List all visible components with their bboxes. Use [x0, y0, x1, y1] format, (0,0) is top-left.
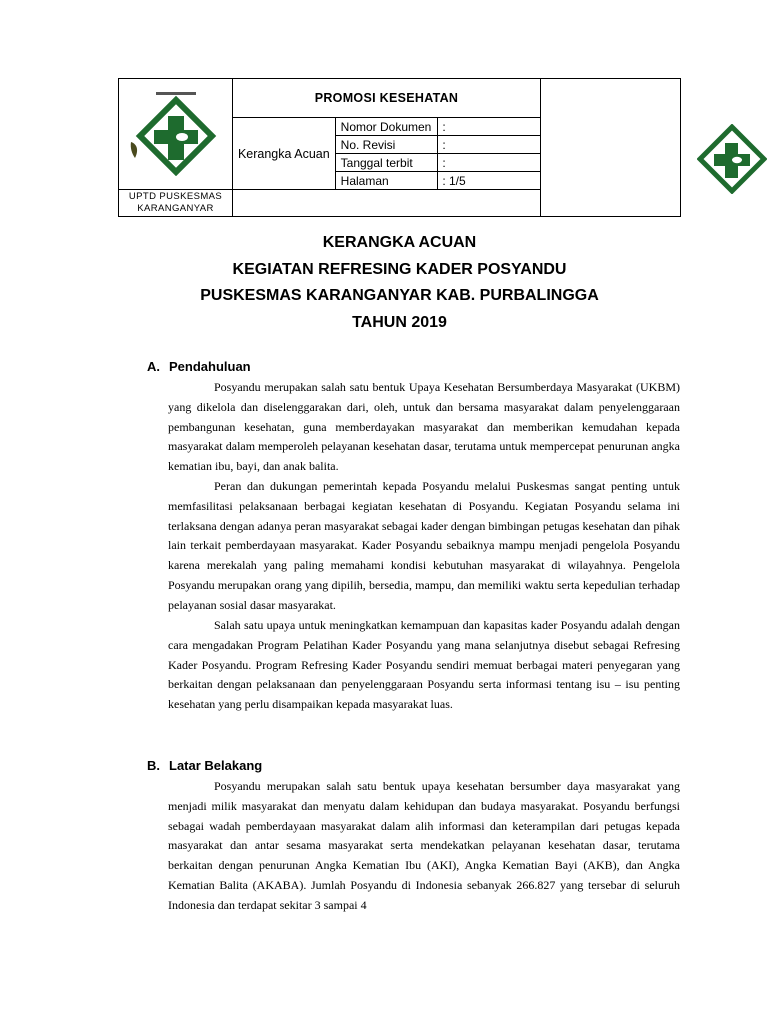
- field-label-tanggal-terbit: Tanggal terbit: [335, 154, 438, 172]
- header-empty-right: [541, 79, 681, 217]
- health-ministry-logo-icon: [134, 92, 218, 176]
- field-label-halaman: Halaman: [335, 172, 438, 190]
- paragraph: Salah satu upaya untuk meningkatkan kemampuan dan kapasitas kader Posyandu adalah dengan cara mengadakan Program Pelatihan Kader Posyandu yang mana selanjutnya disebut sebagai Refresing Kader Posyandu. Program Refresing Kader Posyandu sendiri memuat berbagai materi penyegaran yang berkaitan dengan pelaksanaan dan penyelenggaraan Posyandu serta informasi tentang isu – isu penting kesehatan yang perlu disampaikan kepada masyarakat luas.: [168, 618, 680, 712]
- section-a-heading: [147, 359, 251, 374]
- section-number: A.: [147, 359, 160, 374]
- header-empty-bottom: [233, 190, 541, 217]
- section-title: Latar Belakang: [169, 758, 263, 773]
- paragraph: Posyandu merupakan salah satu bentuk Upaya Kesehatan Bersumberdaya Masyarakat (UKBM) yang dikelola dan diselenggarakan dari, oleh, untuk dan bersama masyarakat dalam penyelenggaraan pembangunan kesehatan, guna memberdayakan masyarakat dan memberikan kemudahan kepada masyarakat dalam memperoleh pelayanan kesehatan dasar, terutama untuk mempercepat penurunan angka kematian ibu, bayi, dan anak balita.: [168, 380, 680, 474]
- document-titles: [118, 230, 681, 336]
- field-value-no-revisi: :: [438, 136, 541, 154]
- title-line-3: PUSKESMAS KARANGANYAR KAB. PURBALINGGA: [200, 287, 599, 304]
- paragraph: Peran dan dukungan pemerintah kepada Posyandu melalui Puskesmas sangat penting untuk memfasilitasi pelaksanaan berbagai kegiatan kesehatan di Posyandu. Kegiatan Posyandu selama ini terlaksana dengan adanya peran masyarakat sebagai kader dengan bimbingan petugas kesehatan dan pihak lain terkait pemberdayaan masyarakat. Kader Posyandu sebaiknya mampu menjadi pengelola Posyandu karena merekalah yang paling memahami kondisi kebutuhan masyarakat di wilayahnya. Pengelola Posyandu merupakan orang yang dipilih, bersedia, mampu, dan memiliki waktu serta kepedulian terhadap pelayanan sosial dasar masyarakat.: [168, 479, 680, 612]
- section-b-heading: [147, 758, 262, 773]
- organization-name: UPTD PUSKESMAS KARANGANYAR: [119, 190, 233, 217]
- title-line-4: TAHUN 2019: [352, 313, 447, 331]
- header-title: PROMOSI KESEHATAN: [233, 79, 541, 118]
- paragraph: Posyandu merupakan salah satu bentuk upaya kesehatan bersumber daya masyarakat yang menjadi milik masyarakat dan menyatu dalam kehidupan dan budaya masyarakat. Posyandu berfungsi sebagai wadah pemberdayaan masyarakat dalam alih informasi dan keterampilan dari petugas kepada masyarakat dan antar sesama masyarakat serta mendekatkan pelayanan kesehatan dasar, terutama berkaitan dengan penurunan Angka Kematian Ibu (AKI), Angka Kematian Bayi (AKB), dan Angka Kematian Balita (AKABA). Jumlah Posyandu di Indonesia sebanyak 266.827 yang tersebar di seluruh Indonesia dan terdapat sekitar 3 sampai 4: [168, 779, 680, 912]
- field-value-halaman: : 1/5: [438, 172, 541, 190]
- field-label-nomor-dokumen: Nomor Dokumen: [335, 118, 438, 136]
- leaf-icon: [129, 140, 141, 160]
- document-type: Kerangka Acuan: [233, 118, 336, 190]
- logo-cell: [119, 79, 233, 190]
- title-line-1: KERANGKA ACUAN: [322, 234, 477, 251]
- field-value-nomor-dokumen: :: [438, 118, 541, 136]
- section-number: B.: [147, 758, 160, 773]
- side-health-logo-icon: [697, 124, 767, 194]
- document-header-table: [118, 78, 681, 217]
- field-value-tanggal-terbit: :: [438, 154, 541, 172]
- title-line-2: KEGIATAN REFRESING KADER POSYANDU: [232, 260, 567, 278]
- field-label-no-revisi: No. Revisi: [335, 136, 438, 154]
- section-title: Pendahuluan: [169, 359, 251, 374]
